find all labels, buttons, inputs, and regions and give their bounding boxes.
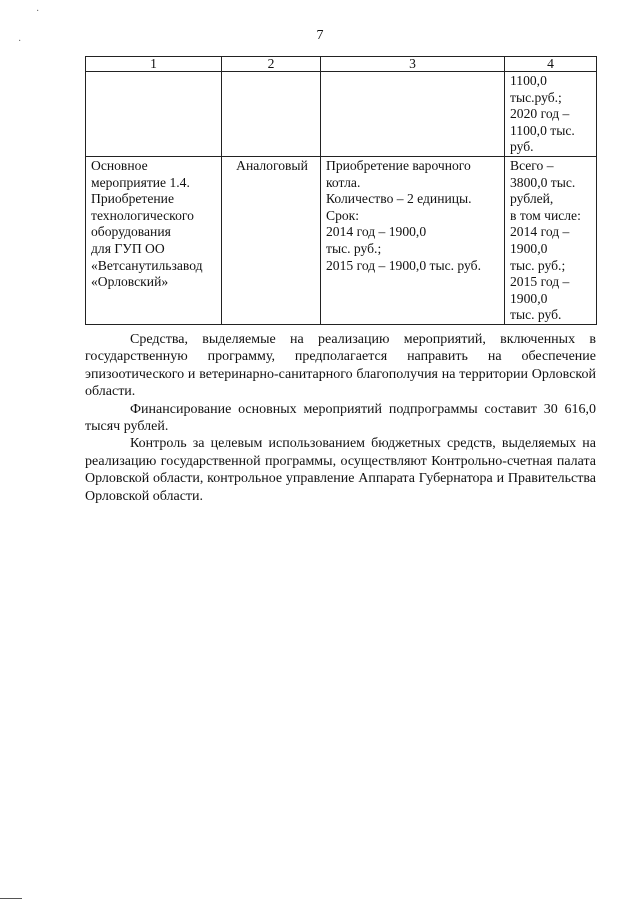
paragraph: Контроль за целевым использованием бюджетных средств, выделяемых на реализацию государственной программы, осуществляют Контрольно-счетная палата Орловской области, контрольное управление Аппарата Губернатора и Правительства Орловской области.: [85, 436, 596, 504]
table-cell: [86, 72, 222, 157]
cell-line: для ГУП ОО: [91, 240, 165, 256]
cell-line: 2015 год – 1900,0 тыс. руб.: [326, 257, 481, 273]
header-cell: 3: [321, 57, 505, 72]
measure-name-cell: [86, 156, 222, 324]
cell-line: Приобретение: [91, 191, 174, 207]
table-row: [86, 156, 597, 324]
cell-line: технологического: [91, 207, 194, 223]
footer-rule: [0, 898, 22, 899]
cell-line: 1100,0: [510, 73, 547, 88]
cell-line: 2014 год – 1900,0: [326, 224, 427, 240]
cell-line: тыс. руб.;: [510, 257, 566, 273]
table-row-continued: [86, 72, 597, 157]
cell-line: рублей,: [510, 191, 554, 207]
cell-line: в том числе:: [510, 207, 581, 223]
cell-line: 2015 год –: [510, 274, 570, 290]
cell-line: Всего –: [510, 157, 554, 173]
table-header-row: [86, 57, 597, 72]
body-text: [85, 331, 596, 505]
cell-line: Количество – 2 единицы.: [326, 191, 472, 207]
measures-table: [85, 56, 597, 325]
header-cell: 4: [505, 57, 597, 72]
cell-line: 2020 год –: [510, 106, 570, 122]
cell-line: 2014 год –: [510, 224, 570, 240]
table-cell: [321, 72, 505, 157]
cell-line: «Ветсанутильзавод: [91, 257, 203, 273]
page-number: 7: [316, 28, 324, 43]
cell-line: Срок:: [326, 207, 360, 223]
cell-line: тыс. руб.;: [326, 240, 382, 256]
cell-line: мероприятие 1.4.: [91, 174, 190, 190]
cell-line: тыс.руб.;: [510, 89, 562, 105]
scan-speck: ·: [36, 6, 40, 17]
header-cell: 1: [86, 57, 222, 72]
description-cell: [321, 156, 505, 324]
header-cell: 2: [222, 57, 321, 72]
paragraph: Финансирование основных мероприятий подпрограммы составит 30 616,0 тысяч рублей.: [85, 401, 596, 435]
scan-speck: ·: [18, 36, 22, 47]
paragraph: Средства, выделяемые на реализацию мероприятий, включенных в государственную программу, предполагается направить на обеспечение эпизоотического и ветеринарно-санитарного благополучия на территории Орловской области.: [85, 332, 596, 400]
cell-line: 3800,0 тыс.: [510, 174, 576, 190]
cell-line: тыс. руб.: [510, 307, 562, 323]
cell-line: Основное: [91, 157, 148, 173]
type-cell: Аналоговый: [222, 156, 321, 324]
cell-line: 1900,0: [510, 290, 548, 306]
cell-line: руб.: [510, 139, 534, 155]
cell-line: 1100,0 тыс.: [510, 122, 575, 138]
cell-line: оборудования: [91, 224, 171, 240]
cell-line: Приобретение варочного: [326, 157, 471, 173]
cell-line: «Орловский»: [91, 274, 169, 290]
funding-cell: [505, 72, 597, 157]
cell-line: 1900,0: [510, 240, 548, 256]
cell-line: котла.: [326, 174, 361, 190]
table-cell: [222, 72, 321, 157]
funding-cell: [505, 156, 597, 324]
